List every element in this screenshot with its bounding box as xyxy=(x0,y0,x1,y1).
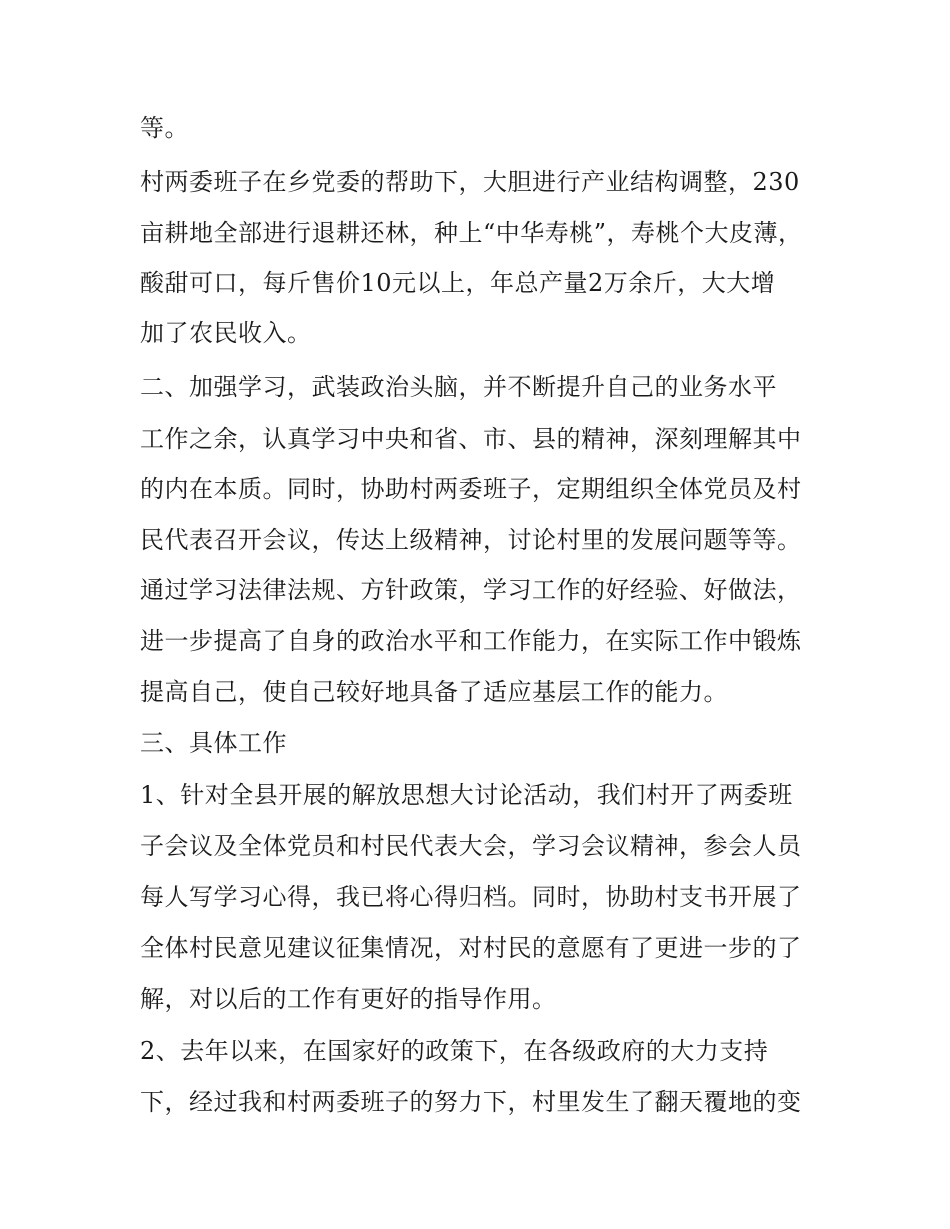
text-line: 提高自己，使自己较好地具备了适应基层工作的能力。 xyxy=(140,678,728,706)
text-line: 亩耕地全部进行退耕还林，种上“中华寿桃”，寿桃个大皮薄， xyxy=(140,219,803,247)
text-line: 子会议及全体党员和村民代表大会，学习会议精神，参会人员 xyxy=(140,832,802,860)
text-line: 每人写学习心得，我已将心得归档。同时，协助村支书开展了 xyxy=(140,883,802,911)
text-line: 解，对以后的工作有更好的指导作用。 xyxy=(140,985,557,1013)
text-line: 加了农民收入。 xyxy=(140,319,312,347)
text-line: 进一步提高了自身的政治水平和工作能力，在实际工作中锻炼 xyxy=(140,627,802,655)
text-line: 工作之余，认真学习中央和省、市、县的精神，深刻理解其中 xyxy=(140,425,802,453)
text-line: 全体村民意见建议征集情况，对村民的意愿有了更进一步的了 xyxy=(140,934,802,962)
text-line: 1、针对全县开展的解放思想大讨论活动，我们村开了两委班 xyxy=(140,781,793,809)
text-line: 村两委班子在乡党委的帮助下，大胆进行产业结构调整，230 xyxy=(140,168,800,196)
text-line: 等。 xyxy=(140,114,189,142)
text-line: 的内在本质。同时，协助村两委班子，定期组织全体党员及村 xyxy=(140,475,802,503)
text-line: 酸甜可口，每斤售价10元以上，年总产量2万余斤，大大增 xyxy=(140,269,776,297)
section-heading: 二、加强学习，武装政治头脑，并不断提升自己的业务水平 xyxy=(140,373,777,401)
section-heading: 三、具体工作 xyxy=(140,729,287,757)
text-line: 通过学习法律法规、方针政策，学习工作的好经验、好做法， xyxy=(140,576,802,604)
text-line: 民代表召开会议，传达上级精神，讨论村里的发展问题等等。 xyxy=(140,526,802,554)
text-line: 下，经过我和村两委班子的努力下，村里发生了翻天覆地的变 xyxy=(140,1088,802,1116)
text-line: 2、去年以来，在国家好的政策下，在各级政府的大力支持 xyxy=(140,1037,769,1065)
